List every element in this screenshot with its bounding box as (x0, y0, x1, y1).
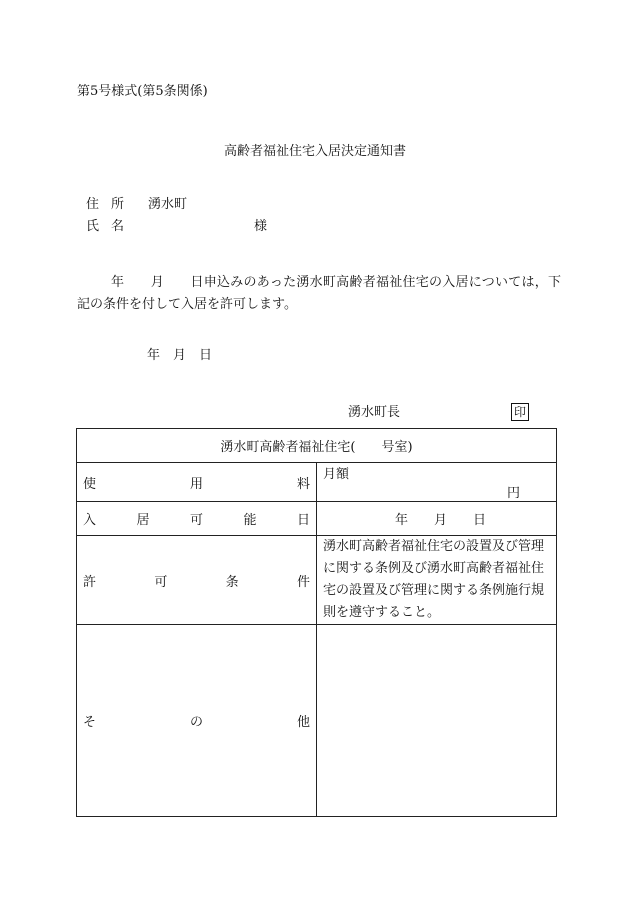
form-number: 第5号様式(第5条関係) (77, 84, 208, 99)
name-label: 氏名 (86, 219, 137, 234)
table-row (77, 536, 557, 625)
address-label: 住所 (86, 197, 137, 212)
notice-paragraph: 年 月 日申込みのあった湧水町高齢者福祉住宅の入居については，下記の条件を付して入居を許可します。 (77, 275, 561, 312)
document-title: 高齢者福祉住宅入居決定通知書 (223, 144, 406, 159)
usage-fee-value: 月額 円 (317, 463, 557, 502)
move-in-date-label: 入 居 可 能 日 (77, 502, 317, 536)
table-row (77, 502, 557, 536)
table-row (77, 463, 557, 502)
permit-conditions-value: 湧水町高齢者福祉住宅の設置及び管理に関する条例及び湧水町高齢者福祉住宅の設置及び管理に関する条例施行規則を遵守すること。 (317, 536, 557, 625)
table-row (77, 625, 557, 817)
other-label: そ の 他 (77, 625, 317, 817)
seal-stamp-box: 印 (511, 403, 529, 421)
permit-conditions-label: 許 可 条 件 (77, 536, 317, 625)
name-honorific: 様 (254, 219, 268, 234)
address-value: 湧水町 (148, 197, 188, 212)
table-header-row (77, 429, 557, 463)
issuer-name: 湧水町長 (348, 405, 401, 420)
details-table (76, 428, 557, 817)
usage-fee-label: 使 用 料 (77, 463, 317, 502)
move-in-date-value: 年 月 日 (317, 502, 557, 536)
issue-date: 年 月 日 (147, 348, 213, 363)
table-header: 湧水町高齢者福祉住宅( 号室) (77, 429, 557, 463)
other-value (317, 625, 557, 817)
